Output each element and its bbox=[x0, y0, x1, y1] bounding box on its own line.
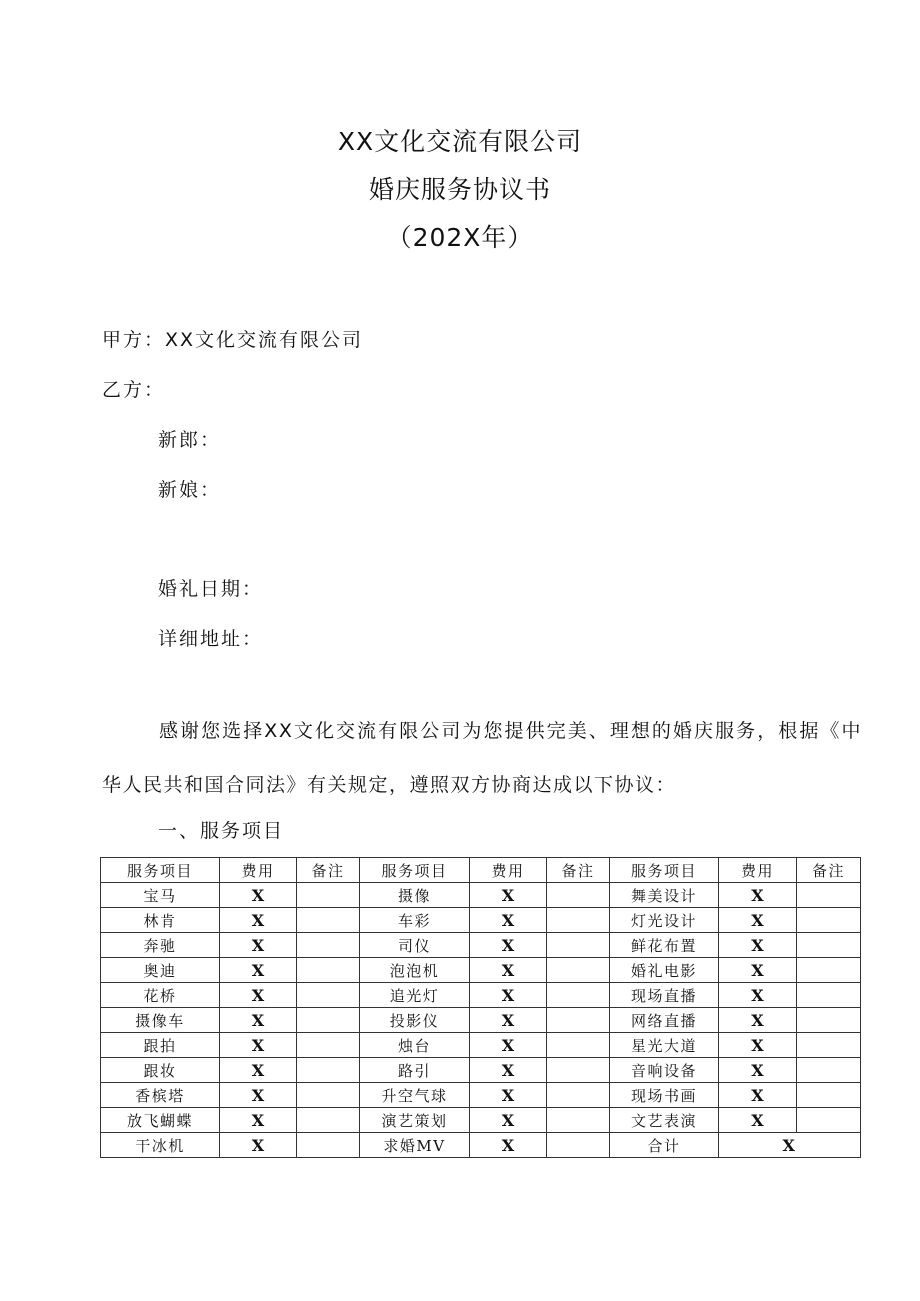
fee-cell: X bbox=[719, 883, 797, 908]
item-cell: 摄像车 bbox=[101, 1008, 220, 1033]
table-row bbox=[101, 983, 861, 1008]
note-cell bbox=[547, 883, 610, 908]
item-cell: 花桥 bbox=[101, 983, 220, 1008]
item-cell: 投影仪 bbox=[360, 1008, 470, 1033]
header-cell: 服务项目 bbox=[101, 858, 220, 883]
fee-cell: X bbox=[220, 883, 297, 908]
note-cell bbox=[297, 1058, 360, 1083]
item-cell: 宝马 bbox=[101, 883, 220, 908]
table-row bbox=[101, 958, 861, 983]
item-cell: 音响设备 bbox=[610, 1058, 719, 1083]
item-cell: 网络直播 bbox=[610, 1008, 719, 1033]
note-cell bbox=[297, 1133, 360, 1158]
intro-paragraph: 感谢您选择XX文化交流有限公司为您提供完美、理想的婚庆服务，根据《中华人民共和国合同法》有关规定，遵照双方协商达成以下协议： bbox=[102, 720, 862, 796]
note-cell bbox=[797, 983, 861, 1008]
item-cell: 鲜花布置 bbox=[610, 933, 719, 958]
item-cell: 司仪 bbox=[360, 933, 470, 958]
note-cell bbox=[797, 958, 861, 983]
note-cell bbox=[547, 1133, 610, 1158]
fee-cell: X bbox=[470, 1058, 547, 1083]
item-cell: 跟拍 bbox=[101, 1033, 220, 1058]
fee-cell: X bbox=[220, 1133, 297, 1158]
note-cell bbox=[297, 1033, 360, 1058]
item-cell: 演艺策划 bbox=[360, 1108, 470, 1133]
fee-cell: X bbox=[220, 1058, 297, 1083]
party-b: 乙方： bbox=[102, 379, 166, 401]
fee-cell: X bbox=[220, 1033, 297, 1058]
total-label-cell: 合计 bbox=[610, 1133, 719, 1158]
fee-cell: X bbox=[719, 933, 797, 958]
item-cell: 求婚MV bbox=[360, 1133, 470, 1158]
table-row bbox=[101, 1058, 861, 1083]
fee-cell: X bbox=[719, 1033, 797, 1058]
table-row bbox=[101, 1108, 861, 1133]
fee-cell: X bbox=[470, 1008, 547, 1033]
fee-cell: X bbox=[220, 1008, 297, 1033]
header-cell: 备注 bbox=[297, 858, 360, 883]
table-row bbox=[101, 908, 861, 933]
item-cell: 跟妆 bbox=[101, 1058, 220, 1083]
note-cell bbox=[297, 933, 360, 958]
bride-field: 新娘： bbox=[158, 479, 222, 501]
item-cell: 放飞蝴蝶 bbox=[101, 1108, 220, 1133]
table-row bbox=[101, 1083, 861, 1108]
note-cell bbox=[297, 883, 360, 908]
item-cell: 婚礼电影 bbox=[610, 958, 719, 983]
table-row bbox=[101, 933, 861, 958]
fee-cell: X bbox=[470, 883, 547, 908]
table-last-row bbox=[101, 1133, 861, 1158]
note-cell bbox=[297, 908, 360, 933]
item-cell: 现场书画 bbox=[610, 1083, 719, 1108]
groom-field: 新郎： bbox=[158, 429, 222, 451]
company-title: XX文化交流有限公司 bbox=[337, 127, 583, 156]
item-cell: 路引 bbox=[360, 1058, 470, 1083]
fee-cell: X bbox=[719, 1008, 797, 1033]
fee-cell: X bbox=[470, 1108, 547, 1133]
header-cell: 备注 bbox=[797, 858, 861, 883]
table-header-row bbox=[101, 858, 861, 883]
note-cell bbox=[297, 1008, 360, 1033]
item-cell: 星光大道 bbox=[610, 1033, 719, 1058]
item-cell: 文艺表演 bbox=[610, 1108, 719, 1133]
fee-cell: X bbox=[470, 1133, 547, 1158]
service-items-table bbox=[100, 857, 861, 1158]
header-cell: 备注 bbox=[547, 858, 610, 883]
fee-cell: X bbox=[719, 958, 797, 983]
item-cell: 林肯 bbox=[101, 908, 220, 933]
item-cell: 香槟塔 bbox=[101, 1083, 220, 1108]
note-cell bbox=[797, 1033, 861, 1058]
note-cell bbox=[797, 933, 861, 958]
fee-cell: X bbox=[719, 1058, 797, 1083]
note-cell bbox=[547, 1008, 610, 1033]
document-title: 婚庆服务协议书 bbox=[368, 175, 551, 204]
item-cell: 升空气球 bbox=[360, 1083, 470, 1108]
header-cell: 服务项目 bbox=[360, 858, 470, 883]
fee-cell: X bbox=[220, 983, 297, 1008]
item-cell: 灯光设计 bbox=[610, 908, 719, 933]
note-cell bbox=[297, 983, 360, 1008]
item-cell: 摄像 bbox=[360, 883, 470, 908]
fee-cell: X bbox=[719, 908, 797, 933]
section-heading-services: 一、服务项目 bbox=[158, 820, 285, 842]
total-value-cell: X bbox=[719, 1133, 861, 1158]
table-row bbox=[101, 883, 861, 908]
note-cell bbox=[297, 958, 360, 983]
party-a: 甲方：XX文化交流有限公司 bbox=[102, 329, 364, 351]
fee-cell: X bbox=[220, 933, 297, 958]
note-cell bbox=[547, 933, 610, 958]
fee-cell: X bbox=[470, 983, 547, 1008]
fee-cell: X bbox=[719, 1083, 797, 1108]
table-row bbox=[101, 1008, 861, 1033]
fee-cell: X bbox=[470, 908, 547, 933]
fee-cell: X bbox=[470, 1033, 547, 1058]
note-cell bbox=[797, 1108, 861, 1133]
item-cell: 追光灯 bbox=[360, 983, 470, 1008]
fee-cell: X bbox=[719, 983, 797, 1008]
header-cell: 服务项目 bbox=[610, 858, 719, 883]
note-cell bbox=[547, 1058, 610, 1083]
note-cell bbox=[297, 1083, 360, 1108]
document-year: （202X年） bbox=[386, 223, 534, 252]
fee-cell: X bbox=[220, 1083, 297, 1108]
note-cell bbox=[547, 1083, 610, 1108]
note-cell bbox=[797, 883, 861, 908]
fee-cell: X bbox=[220, 958, 297, 983]
fee-cell: X bbox=[220, 1108, 297, 1133]
note-cell bbox=[547, 908, 610, 933]
item-cell: 干冰机 bbox=[101, 1133, 220, 1158]
note-cell bbox=[797, 1083, 861, 1108]
item-cell: 舞美设计 bbox=[610, 883, 719, 908]
address-field: 详细地址： bbox=[158, 628, 264, 650]
note-cell bbox=[797, 1058, 861, 1083]
note-cell bbox=[797, 1008, 861, 1033]
header-cell: 费用 bbox=[470, 858, 547, 883]
note-cell bbox=[797, 908, 861, 933]
fee-cell: X bbox=[470, 1083, 547, 1108]
note-cell bbox=[547, 1108, 610, 1133]
fee-cell: X bbox=[470, 933, 547, 958]
note-cell bbox=[297, 1108, 360, 1133]
fee-cell: X bbox=[719, 1108, 797, 1133]
table-row bbox=[101, 1033, 861, 1058]
item-cell: 奔驰 bbox=[101, 933, 220, 958]
fee-cell: X bbox=[220, 908, 297, 933]
header-cell: 费用 bbox=[719, 858, 797, 883]
item-cell: 泡泡机 bbox=[360, 958, 470, 983]
header-cell: 费用 bbox=[220, 858, 297, 883]
fee-cell: X bbox=[470, 958, 547, 983]
item-cell: 车彩 bbox=[360, 908, 470, 933]
item-cell: 烛台 bbox=[360, 1033, 470, 1058]
item-cell: 奥迪 bbox=[101, 958, 220, 983]
note-cell bbox=[547, 1033, 610, 1058]
item-cell: 现场直播 bbox=[610, 983, 719, 1008]
note-cell bbox=[547, 983, 610, 1008]
wedding-date-field: 婚礼日期： bbox=[158, 578, 264, 600]
note-cell bbox=[547, 958, 610, 983]
